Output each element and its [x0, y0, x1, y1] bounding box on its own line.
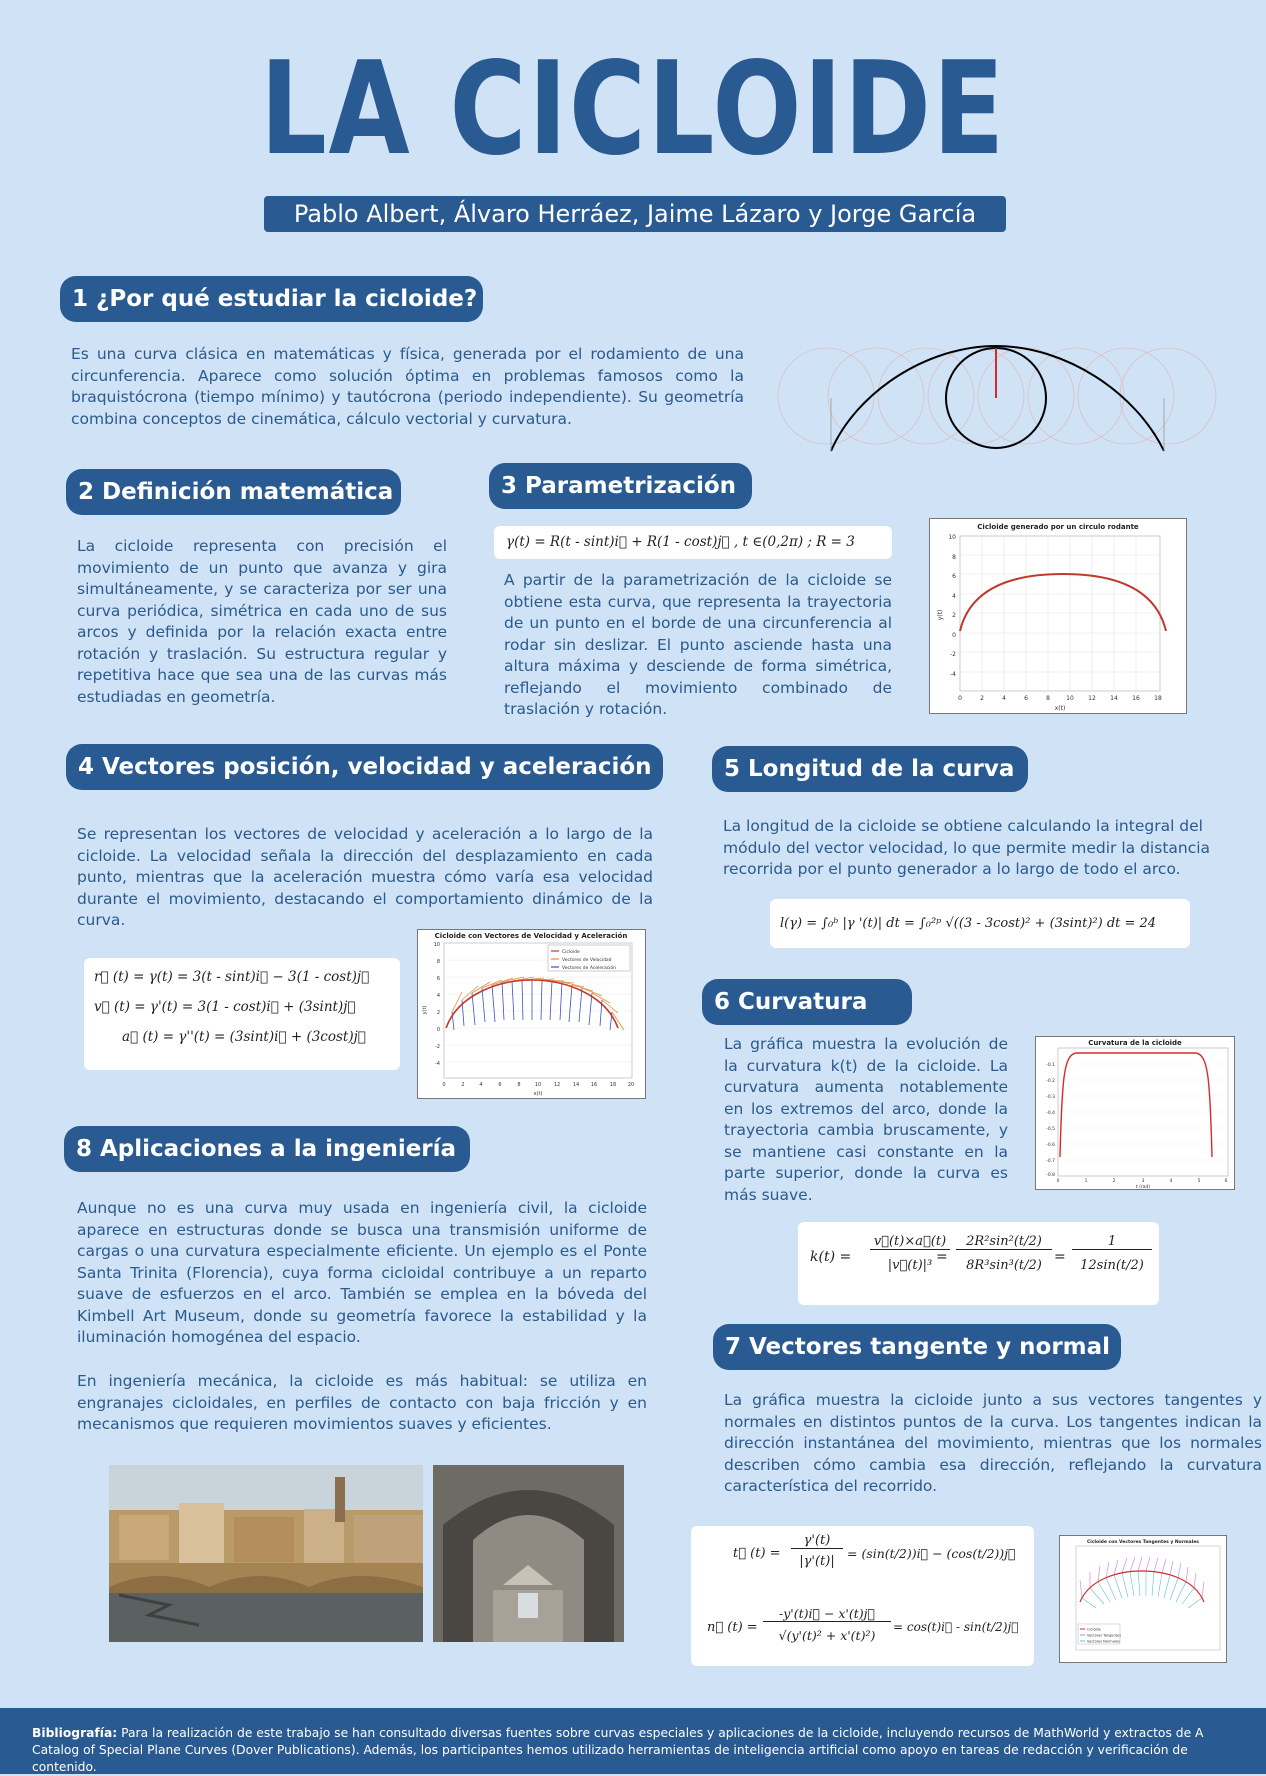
p3-ytick: 10 [948, 534, 956, 541]
section-5-text: La longitud de la cicloide se obtiene calculando la integral del módulo del vector velocidad, lo que permite medir la distancia recorrida por el punto generador a lo largo de todo el arco. [723, 817, 1211, 878]
tangent-normal-plot [1059, 1535, 1227, 1663]
section-8-text-civil: Aunque no es una curva muy usada en ingeniería civil, la cicloide aparece en estructuras donde se busca una transmisión uniforme de cargas o una curvatura especialmente eficiente. Un ejemplo es el Ponte Santa Trinita (Florencia), cuya forma cicloidal contribuye a un reparto suave de esfuerzos en el arco. También se emplea en la bóveda del Kimbell Art Museum, donde su geometría favorece la estabilidad y la iluminación homogénea del espacio. [77, 1199, 647, 1346]
p6-ytick: -0.5 [1046, 1127, 1055, 1132]
length-formula: l(γ) = ∫₀ᵇ |γ '(t)| dt = ∫₀²ᵖ √((3 - 3cost)² + (3sint)²) dt = 24 [770, 899, 1190, 948]
p6-xtick: 5 [1197, 1179, 1201, 1184]
p4-title: Cicloide con Vectores de Velocidad y Aceleración [434, 932, 628, 940]
p6-ytick: -0.3 [1046, 1095, 1055, 1100]
p4-legend-entry: Vectores de Aceleración [562, 966, 617, 971]
p6-xtick: 6 [1224, 1179, 1228, 1184]
p4-xtick: 2 [461, 1082, 465, 1088]
p4-ytick: 0 [436, 1027, 440, 1033]
p7-legend-entry: Vectores Normales [1087, 1639, 1120, 1644]
authors-banner: Pablo Albert, Álvaro Herráez, Jaime Lázaro y Jorge García [264, 196, 1006, 232]
tangent-num: γ'(t) [791, 1533, 843, 1549]
p7-title: Cicloide con Vectores Tangentes y Normales [1086, 1540, 1200, 1545]
normal-lhs: n⃗ (t) = [707, 1620, 758, 1635]
section-8-text-mechanical: En ingeniería mecánica, la cicloide es más habitual: se utiliza en engranajes cicloidales, en perfiles de contacto con baja fricción y en mecanismos que requieren movimientos suaves y eficientes. [77, 1372, 647, 1433]
ponte-santa-trinita-photo [109, 1465, 423, 1642]
section-7-text: La gráfica muestra la cicloide junto a sus vectores tangentes y normales en distintos puntos de la curva. Los tangentes indican la dirección instantánea del movimiento, mientras que los normales describen cómo cambia esa dirección, reflejando la curvatura característica del recorrido. [724, 1391, 1262, 1495]
normal-den: √(y'(t)² + x'(t)²) [778, 1628, 876, 1643]
curvature-frac-c-num: 1 [1072, 1234, 1152, 1250]
cycloid-plot [929, 518, 1187, 714]
p6-ytick: -0.6 [1046, 1143, 1055, 1148]
bibliography-text: Para la realización de este trabajo se han consultado diversas fuentes sobre curvas especiales y aplicaciones de la cicloide, incluyendo recursos de MathWorld y extractos de A Catalog of Special Plane Curves (Dover Publications). Además, los participantes hemos utilizado herramientas de inteligencia artificial como apoyo en tareas de redacción y verificación de contenido. [32, 1726, 1204, 1774]
curvature-frac-b-den: 8R³sin³(t/2) [966, 1258, 1042, 1273]
p4-ytick: 10 [433, 942, 440, 948]
position-equation: r⃗ (t) = γ(t) = 3(t - sint)i⃗ − 3(1 - cost)j⃗ [94, 969, 370, 985]
p4-legend-entry: Cicloide [562, 950, 580, 955]
p4-xtick: 20 [627, 1082, 635, 1088]
normal-num: -y'(t)i⃗ − x'(t)j⃗ [763, 1606, 891, 1622]
p3-ytick: 6 [952, 573, 956, 580]
p3-ytick: 0 [952, 632, 956, 639]
p3-xtick: 10 [1066, 695, 1074, 702]
p4-xtick: 18 [609, 1082, 617, 1088]
p6-ytick: -0.4 [1046, 1111, 1055, 1116]
section-1-heading: 1 ¿Por qué estudiar la cicloide? [60, 276, 483, 322]
p3-xtick: 18 [1154, 695, 1162, 702]
p6-ytick: -0.2 [1046, 1079, 1055, 1084]
p4-xtick: 6 [498, 1082, 502, 1088]
acceleration-equation: a⃗ (t) = γ''(t) = (3sint)i⃗ + (3cost)j⃗ [122, 1029, 366, 1045]
curvature-formula [798, 1222, 1159, 1305]
cycloid-rolling-circles-illustration [776, 338, 1218, 456]
tangent-normal-formulas [691, 1526, 1034, 1666]
p4-xtick: 16 [590, 1082, 598, 1088]
p6-title: Curvatura de la cicloide [1088, 1039, 1182, 1047]
p4-xtick: 0 [442, 1082, 446, 1088]
p4-xtick: 8 [517, 1082, 521, 1088]
p4-ytick: 4 [436, 993, 440, 999]
p4-ytick: -4 [435, 1061, 440, 1067]
tangent-rhs: = (sin(t/2))i⃗ − (cos(t/2))j⃗ [847, 1546, 1016, 1561]
p4-legend-entry: Vectores de Velocidad [562, 958, 612, 963]
p6-xtick: 1 [1084, 1179, 1088, 1184]
parametrization-formula: γ(t) = R(t - sint)i⃗ + R(1 - cost)j⃗ , t ∈(0,2π) ; R = 3 [494, 526, 892, 559]
curvature-eq-sign: = [1054, 1249, 1066, 1265]
p6-xtick: 0 [1056, 1179, 1060, 1184]
section-6-heading: 6 Curvatura [702, 979, 912, 1025]
section-1-text: Es una curva clásica en matemáticas y física, generada por el rodamiento de una circunferencia. Aparece como solución óptima en problemas famosos como la braquistócrona (tiempo mínimo) y tautócrona (periodo independiente). Su geometría combina conceptos de cinemática, cálculo vectorial y curvatura. [71, 345, 744, 428]
p3-ytick: 2 [952, 612, 956, 619]
normal-rhs: = cos(t)i⃗ - sin(t/2)j⃗ [893, 1620, 1019, 1634]
p3-xtick: 4 [1002, 695, 1006, 702]
tangent-lhs: t⃗ (t) = [733, 1546, 781, 1561]
p4-ytick: -2 [435, 1044, 440, 1050]
p6-xtick: 3 [1141, 1179, 1145, 1184]
p3-ytick: 4 [952, 593, 956, 600]
tangent-den: |γ'(t)| [799, 1554, 835, 1569]
p7-legend-entry: Vectores Tangentes [1087, 1633, 1122, 1638]
section-6-text: La gráfica muestra la evolución de la curvatura k(t) de la cicloide. La curvatura aumenta notablemente en los extremos del arco, donde la trayectoria cambia bruscamente, y se mantiene casi constante en la parte superior, donde la curva es más suave. [724, 1035, 1008, 1204]
p3-xtick: 8 [1046, 695, 1050, 702]
section-7-heading: 7 Vectores tangente y normal [713, 1324, 1121, 1370]
curvature-frac-c-den: 12sin(t/2) [1080, 1258, 1144, 1273]
velocity-equation: v⃗ (t) = γ'(t) = 3(1 - cost)i⃗ + (3sint)j⃗ [94, 999, 356, 1015]
curvature-lhs: k(t) = [810, 1249, 852, 1265]
p4-ylabel: y(t) [422, 1005, 428, 1015]
p3-ylabel: y(t) [937, 609, 944, 621]
p3-xtick: 12 [1088, 695, 1096, 702]
bibliography-footer [0, 1708, 1266, 1774]
p3-xtick: 2 [980, 695, 984, 702]
cycloid-plot-title: Cicloide generado por un circulo rodante [977, 523, 1139, 531]
p4-ytick: 6 [436, 976, 440, 982]
p6-xlabel: t (rad) [1135, 1185, 1151, 1189]
p3-xlabel: x(t) [1054, 705, 1066, 712]
p4-xtick: 14 [572, 1082, 580, 1088]
p4-xtick: 12 [553, 1082, 561, 1088]
curvature-frac-a-num: v⃗(t)×a⃗(t) [870, 1234, 950, 1250]
curvature-eq-sign: = [936, 1249, 948, 1265]
p3-xtick: 0 [958, 695, 962, 702]
p6-xtick: 2 [1112, 1179, 1116, 1184]
p3-ytick: 8 [952, 554, 956, 561]
p6-ytick: -0.8 [1046, 1173, 1055, 1178]
section-3-heading: 3 Parametrización [489, 463, 752, 509]
p4-ytick: 8 [436, 959, 440, 965]
section-5-heading: 5 Longitud de la curva [712, 746, 1028, 792]
bibliography-label: Bibliografía: [32, 1726, 118, 1740]
velocity-acceleration-plot [417, 929, 646, 1099]
p3-xtick: 6 [1024, 695, 1028, 702]
p3-ytick: -4 [950, 671, 956, 678]
section-3-text: A partir de la parametrización de la cicloide se obtiene esta curva, que representa la trayectoria de un punto en el borde de una circunferencia al rodar sin deslizar. El punto asciende hasta una altura máxima y desciende de forma simétrica, reflejando el movimiento combinado de traslación y rotación. [504, 571, 892, 718]
poster-title: LA CICLOIDE [259, 35, 1007, 184]
p3-xtick: 14 [1110, 695, 1118, 702]
p4-xtick: 4 [479, 1082, 483, 1088]
curvature-frac-a-den: |v⃗(t)|³ [887, 1258, 933, 1273]
section-4-heading: 4 Vectores posición, velocidad y aceleración [66, 744, 663, 790]
p6-ytick: -0.7 [1046, 1159, 1055, 1164]
kimbell-art-museum-photo [433, 1465, 624, 1642]
section-2-heading: 2 Definición matemática [66, 469, 401, 515]
p3-xtick: 16 [1132, 695, 1140, 702]
curvature-plot [1035, 1036, 1235, 1190]
p6-ytick: -0.1 [1046, 1063, 1055, 1068]
section-8-heading: 8 Aplicaciones a la ingeniería [64, 1126, 470, 1172]
p6-xtick: 4 [1169, 1179, 1173, 1184]
p4-xtick: 10 [534, 1082, 542, 1088]
section-4-text: Se representan los vectores de velocidad y aceleración a lo largo de la cicloide. La velocidad señala la dirección del desplazamiento en cada punto, mientras que la aceleración muestra cómo varía esa velocidad durante el movimiento, destacando el comportamiento dinámico de la curva. [77, 825, 653, 929]
p4-ytick: 2 [436, 1010, 440, 1016]
section-2-text: La cicloide representa con precisión el movimiento de un punto que avanza y gira simultáneamente, y se caracteriza por ser una curva periódica, simétrica en cada uno de sus arcos y definida por la relación exacta entre rotación y traslación. Su estructura regular y repetitiva hace que sea una de las curvas más estudiadas en geometría. [77, 537, 447, 706]
curvature-frac-b-num: 2R²sin²(t/2) [956, 1234, 1052, 1250]
p4-xlabel: x(t) [533, 1091, 543, 1097]
p7-legend-entry: Cicloide [1087, 1627, 1101, 1632]
p3-ytick: -2 [950, 651, 956, 658]
kinematics-equations [84, 958, 400, 1070]
